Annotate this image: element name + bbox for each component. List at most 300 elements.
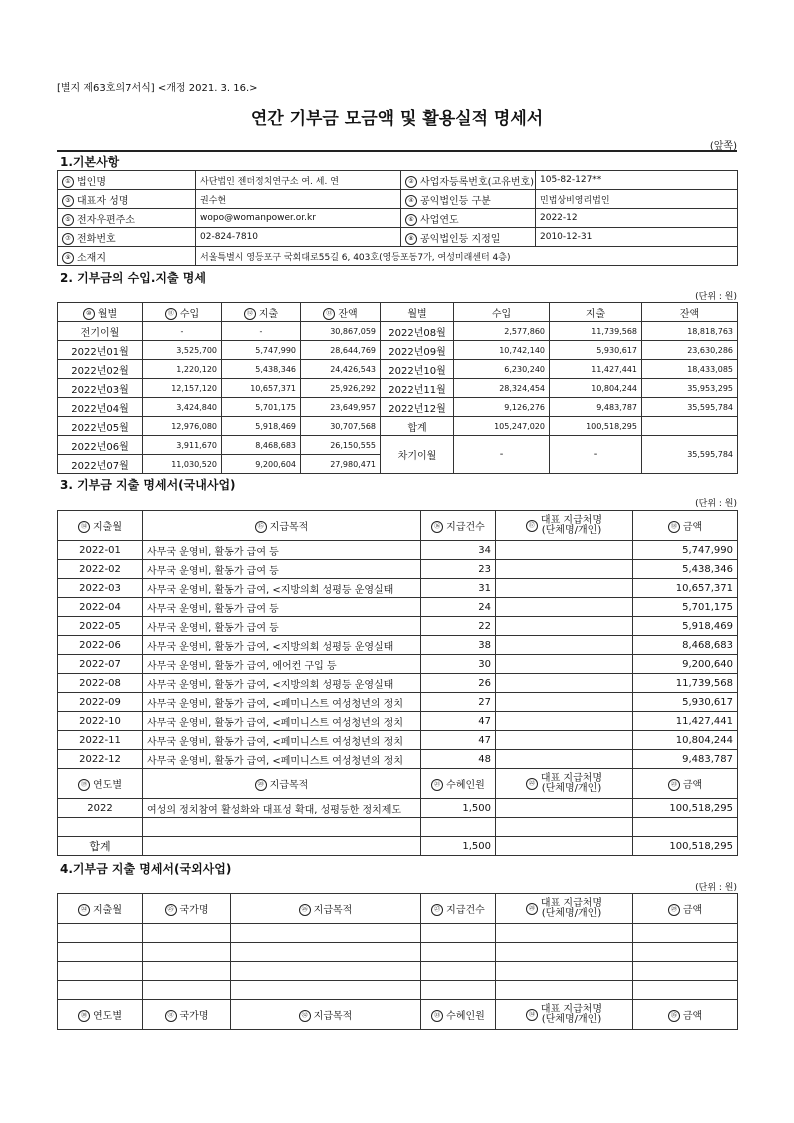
month-cell: 2022-02 [58,560,143,579]
item-number-circle: ③ [62,195,74,207]
amount-cell: 5,438,346 [633,560,738,579]
column-header [381,303,454,322]
item-number-circle: ④ [405,195,417,207]
count-cell: 30 [421,655,496,674]
expense-row [58,693,738,712]
header-label: 수입 [491,308,512,320]
column-header [496,894,633,924]
expense-row [58,731,738,750]
header-label: 대표 지급처명 [540,772,603,784]
column-header [58,511,143,541]
header-row [58,511,738,541]
month-label: 2022년03월 [58,379,143,398]
amount-cell: 5,701,175 [633,598,738,617]
column-header [231,894,421,924]
field-value: 민법상비영리법인 [536,190,738,209]
column-header [421,1000,496,1030]
column-header [550,303,642,322]
empty-cell [421,981,496,1000]
header-label: 지급목적 [313,1011,353,1022]
purpose-cell: 사무국 운영비, 활동가 급여 등 [143,617,421,636]
year-row [58,799,738,818]
amount-cell: 26,150,555 [301,436,381,455]
page-title: 연간 기부금 모금액 및 활용실적 명세서 [250,109,544,129]
item-number-circle: ㉟ [668,1010,680,1022]
field-label [58,190,196,209]
header-label: 수혜인원 [446,780,485,791]
amount-cell: 9,483,787 [550,398,642,417]
empty-row [58,943,738,962]
purpose-cell: 사무국 운영비, 활동가 급여, <페미니스트 여성청년의 정치 [143,750,421,769]
header-label-wrap [541,774,602,794]
form-reference: [별지 제63호의7서식] <개정 2021. 3. 16.> [57,83,258,94]
amount-cell: 9,200,640 [633,655,738,674]
carry-over-cell: - [454,436,550,474]
amount-cell: 18,818,763 [642,322,738,341]
item-number-circle: ㉘ [526,903,538,915]
page-side-label: (앞쪽) [709,141,737,152]
column-header [633,894,738,924]
item-number-circle: ② [405,176,417,188]
empty-cell [58,924,143,943]
item-number-circle: ⑯ [431,521,443,533]
header-label: 금액 [682,905,703,916]
field-label-text: 전자우편주소 [77,214,135,226]
empty-cell [496,962,633,981]
unit-label: (단위 : 원) [695,499,737,509]
info-row [58,190,738,209]
month-row [58,379,738,398]
column-header [222,303,301,322]
recipient-cell [496,837,633,856]
amount-cell: 105,247,020 [454,417,550,436]
empty-row [58,962,738,981]
amount-cell: 3,911,670 [143,436,222,455]
item-number-circle: ㉜ [299,1010,311,1022]
field-value: 권수현 [196,190,401,209]
empty-cell [143,962,231,981]
amount-cell: 2,577,860 [454,322,550,341]
amount-cell: 9,200,604 [222,455,301,474]
amount-cell: 11,739,568 [633,674,738,693]
item-number-circle: ㉖ [299,904,311,916]
header-label: 연도별 [93,1011,122,1022]
header-label: 지급건수 [446,522,485,533]
expense-row [58,560,738,579]
amount-cell: 100,518,295 [550,417,642,436]
expense-row [58,655,738,674]
column-header [143,1000,231,1030]
beneficiaries-cell: 1,500 [421,799,496,818]
header-row [58,303,738,322]
empty-cell [231,962,421,981]
purpose-cell [143,837,421,856]
amount-cell: 12,157,120 [143,379,222,398]
amount-cell: 10,657,371 [633,579,738,598]
header-label: 지급목적 [269,780,309,791]
amount-cell: 28,644,769 [301,341,381,360]
section-4-heading: 4.기부금 지출 명세서(국외사업) [60,862,232,876]
month-cell: 2022-12 [58,750,143,769]
empty-cell [231,981,421,1000]
amount-cell: 1,220,120 [143,360,222,379]
field-label-text: 소재지 [77,252,106,264]
field-label-text: 공익법인등 구분 [420,195,491,207]
item-number-circle: ⑱ [668,521,680,533]
item-number-circle: ⑩ [83,308,95,320]
header-label: 대표 지급처명 [540,514,603,526]
recipient-cell [496,674,633,693]
empty-cell [633,943,738,962]
header-label: 금액 [682,780,703,791]
month-label: 2022년02월 [58,360,143,379]
amount-cell: 5,747,990 [633,541,738,560]
field-label [58,247,196,266]
amount-cell: 28,324,454 [454,379,550,398]
item-number-circle: ㉔ [78,904,90,916]
header-label: 연도별 [93,780,122,791]
empty-cell [496,924,633,943]
amount-cell: 5,930,617 [633,693,738,712]
month-label: 2022년10월 [381,360,454,379]
field-label-text: 대표자 성명 [77,195,129,207]
month-label: 2022년11월 [381,379,454,398]
overseas-expense-table [57,893,738,1030]
section-3-heading: 3. 기부금 지출 명세서(국내사업) [60,478,236,492]
month-cell: 2022-07 [58,655,143,674]
column-header [421,769,496,799]
amount-cell: 3,424,840 [143,398,222,417]
purpose-cell: 사무국 운영비, 활동가 급여, <페미니스트 여성청년의 정치 [143,712,421,731]
empty-cell [231,943,421,962]
header-label: 대표 지급처명 [540,897,603,909]
amount-cell [633,818,738,837]
count-cell: 27 [421,693,496,712]
amount-cell: 30,867,059 [301,322,381,341]
year-cell [58,818,143,837]
amount-cell: 9,126,276 [454,398,550,417]
year-row [58,818,738,837]
item-number-circle: ㉒ [526,778,538,790]
recipient-cell [496,655,633,674]
expense-row [58,674,738,693]
column-header [642,303,738,322]
recipient-cell [496,617,633,636]
field-value: 02-824-7810 [196,228,401,247]
purpose-cell: 사무국 운영비, 활동가 급여, 에어컨 구입 등 [143,655,421,674]
header-label: 지출 [585,308,606,320]
empty-row [58,924,738,943]
recipient-cell [496,636,633,655]
empty-cell [231,924,421,943]
item-number-circle: ⑲ [78,779,90,791]
purpose-cell: 사무국 운영비, 활동가 급여, <페미니스트 여성청년의 정치 [143,693,421,712]
amount-cell: 11,739,568 [550,322,642,341]
header-label: 잔액 [338,308,358,320]
field-label-text: 사업자등록번호(고유번호) [420,176,535,188]
header-label: 잔액 [679,308,700,320]
count-cell: 26 [421,674,496,693]
item-number-circle: ⑧ [405,233,417,245]
field-label-text: 법인명 [77,176,106,188]
header-label: 지급건수 [446,905,485,916]
item-number-circle: ⑮ [255,521,267,533]
count-cell: 31 [421,579,496,598]
recipient-cell [496,541,633,560]
info-row [58,171,738,190]
year-cell: 2022 [58,799,143,818]
item-number-circle: ㉚ [78,1010,90,1022]
empty-cell [58,943,143,962]
item-number-circle: ① [62,176,74,188]
column-header [496,1000,633,1030]
purpose-cell: 사무국 운영비, 활동가 급여, <지방의회 성평등 운영실태 [143,636,421,655]
month-cell: 2022-04 [58,598,143,617]
column-header [58,769,143,799]
month-row [58,398,738,417]
column-header [231,1000,421,1030]
purpose-cell: 사무국 운영비, 활동가 급여 등 [143,560,421,579]
item-number-circle: ㉛ [165,1010,177,1022]
column-header [143,894,231,924]
empty-cell [143,943,231,962]
amount-cell: 5,918,469 [222,417,301,436]
recipient-cell [496,818,633,837]
header-label: 월별 [407,308,427,320]
month-row [58,341,738,360]
header-label: 국가명 [179,905,209,916]
purpose-cell: 사무국 운영비, 활동가 급여, <페미니스트 여성청년의 정치 [143,731,421,750]
amount-cell: - [143,322,222,341]
amount-cell: 10,742,140 [454,341,550,360]
item-number-circle: ㉑ [431,779,443,791]
field-label [58,209,196,228]
expense-row [58,541,738,560]
expense-row [58,579,738,598]
month-row [58,417,738,436]
amount-cell: 100,518,295 [633,837,738,856]
amount-cell: 8,468,683 [222,436,301,455]
beneficiaries-cell: 1,500 [421,837,496,856]
purpose-cell: 여성의 정치참여 활성화와 대표성 확대, 성평등한 정치제도 [143,799,421,818]
field-label [401,171,536,190]
item-number-circle: ⑭ [78,521,90,533]
column-header [633,1000,738,1030]
item-number-circle: ㉓ [668,779,680,791]
count-cell: 38 [421,636,496,655]
empty-cell [633,962,738,981]
carry-over-cell: 35,595,784 [642,436,738,474]
header-label: 국가명 [179,1011,209,1022]
header-sublabel: (단체명/개인) [541,907,602,919]
info-row [58,247,738,266]
month-cell: 2022-01 [58,541,143,560]
income-expense-table [57,302,738,474]
column-header [58,303,143,322]
item-number-circle: ⑳ [255,779,267,791]
total-row [58,837,738,856]
item-number-circle: ㉙ [668,904,680,916]
recipient-cell [496,799,633,818]
empty-cell [58,962,143,981]
column-header [421,894,496,924]
count-cell: 23 [421,560,496,579]
field-value: 사단법인 젠더정치연구소 여. 세. 연 [196,171,401,190]
amount-cell: 5,701,175 [222,398,301,417]
empty-cell [633,924,738,943]
count-cell: 47 [421,712,496,731]
month-cell: 2022-10 [58,712,143,731]
header-label: 지출 [258,308,279,320]
header-label: 월별 [97,308,118,320]
column-header [633,511,738,541]
empty-cell [496,981,633,1000]
amount-cell: 3,525,700 [143,341,222,360]
month-cell: 2022-08 [58,674,143,693]
header-label: 지급목적 [269,522,309,533]
column-header [58,1000,143,1030]
field-value: 2022-12 [536,209,738,228]
header-label: 금액 [682,1011,703,1022]
header-sublabel: (단체명/개인) [541,524,602,536]
empty-cell [143,924,231,943]
section-2-heading: 2. 기부금의 수입.지출 명세 [60,271,206,285]
amount-cell: 9,483,787 [633,750,738,769]
column-header [421,511,496,541]
header-label-wrap [541,516,602,536]
amount-cell: 5,747,990 [222,341,301,360]
month-cell: 2022-03 [58,579,143,598]
amount-cell: 30,707,568 [301,417,381,436]
header-label: 지출월 [93,522,122,533]
beneficiaries-cell [421,818,496,837]
field-label [401,190,536,209]
basic-info-table [57,170,738,266]
amount-cell: - [222,322,301,341]
month-cell: 2022-05 [58,617,143,636]
recipient-cell [496,693,633,712]
month-cell: 2022-06 [58,636,143,655]
empty-cell [633,981,738,1000]
column-header [143,511,421,541]
field-value: wopo@womanpower.or.kr [196,209,401,228]
empty-cell [421,962,496,981]
divider [57,150,737,152]
month-cell: 2022-09 [58,693,143,712]
amount-cell: 11,427,441 [633,712,738,731]
amount-cell: 6,230,240 [454,360,550,379]
amount-cell: 10,804,244 [633,731,738,750]
carry-over-cell: - [550,436,642,474]
month-row [58,322,738,341]
column-header [143,303,222,322]
header-label: 수혜인원 [446,1011,485,1022]
item-number-circle: ⑦ [62,233,74,245]
purpose-cell: 사무국 운영비, 활동가 급여, <지방의회 성평등 운영실태 [143,579,421,598]
month-label: 전기이월 [58,322,143,341]
field-value: 105-82-127** [536,171,738,190]
purpose-cell [143,818,421,837]
empty-row [58,981,738,1000]
count-cell: 48 [421,750,496,769]
amount-cell: 23,649,957 [301,398,381,417]
amount-cell: 11,427,441 [550,360,642,379]
empty-cell [421,924,496,943]
header-label: 대표 지급처명 [540,1003,603,1015]
item-number-circle: ⑫ [244,308,256,320]
column-header [58,894,143,924]
month-label: 합계 [381,417,454,436]
amount-cell: 5,930,617 [550,341,642,360]
empty-cell [421,943,496,962]
amount-cell: 10,804,244 [550,379,642,398]
item-number-circle: ⑥ [405,214,417,226]
header-label: 지급목적 [313,905,353,916]
field-label-text: 사업연도 [420,214,459,226]
column-header [633,769,738,799]
empty-cell [143,981,231,1000]
field-value: 2010-12-31 [536,228,738,247]
amount-cell: 100,518,295 [633,799,738,818]
recipient-cell [496,598,633,617]
amount-cell: 5,438,346 [222,360,301,379]
domestic-expense-table [57,510,738,856]
purpose-cell: 사무국 운영비, 활동가 급여, <지방의회 성평등 운영실태 [143,674,421,693]
month-label: 2022년04월 [58,398,143,417]
carry-over-label: 차기이월 [381,436,454,474]
expense-row [58,750,738,769]
month-label: 2022년01월 [58,341,143,360]
month-label: 2022년07월 [58,455,143,474]
empty-cell [58,981,143,1000]
recipient-cell [496,579,633,598]
header-label-wrap [541,1005,602,1025]
amount-cell: 10,657,371 [222,379,301,398]
count-cell: 47 [421,731,496,750]
address-value: 서울특별시 영등포구 국회대로55길 6, 403호(영등포동7가, 여성미래센터 4층) [196,247,738,266]
amount-cell: 24,426,543 [301,360,381,379]
info-row [58,228,738,247]
item-number-circle: ㉕ [165,904,177,916]
total-label: 합계 [58,837,143,856]
section-1-heading: 1.기본사항 [60,155,120,169]
column-header [454,303,550,322]
count-cell: 22 [421,617,496,636]
expense-row [58,636,738,655]
amount-cell: 18,433,085 [642,360,738,379]
column-header [496,769,633,799]
amount-cell [642,417,738,436]
expense-row [58,598,738,617]
field-label [401,228,536,247]
recipient-cell [496,750,633,769]
month-label: 2022년06월 [58,436,143,455]
header-label-wrap [541,899,602,919]
amount-cell: 35,953,295 [642,379,738,398]
item-number-circle: ㉞ [526,1009,538,1021]
info-row [58,209,738,228]
unit-label: (단위 : 원) [695,292,737,302]
field-label [401,209,536,228]
recipient-cell [496,731,633,750]
month-row [58,436,738,455]
item-number-circle: ⑪ [165,308,177,320]
month-label: 2022년08월 [381,322,454,341]
item-number-circle: ⑨ [62,252,74,264]
item-number-circle: ㉝ [431,1010,443,1022]
header-label: 지출월 [93,905,122,916]
month-row [58,360,738,379]
